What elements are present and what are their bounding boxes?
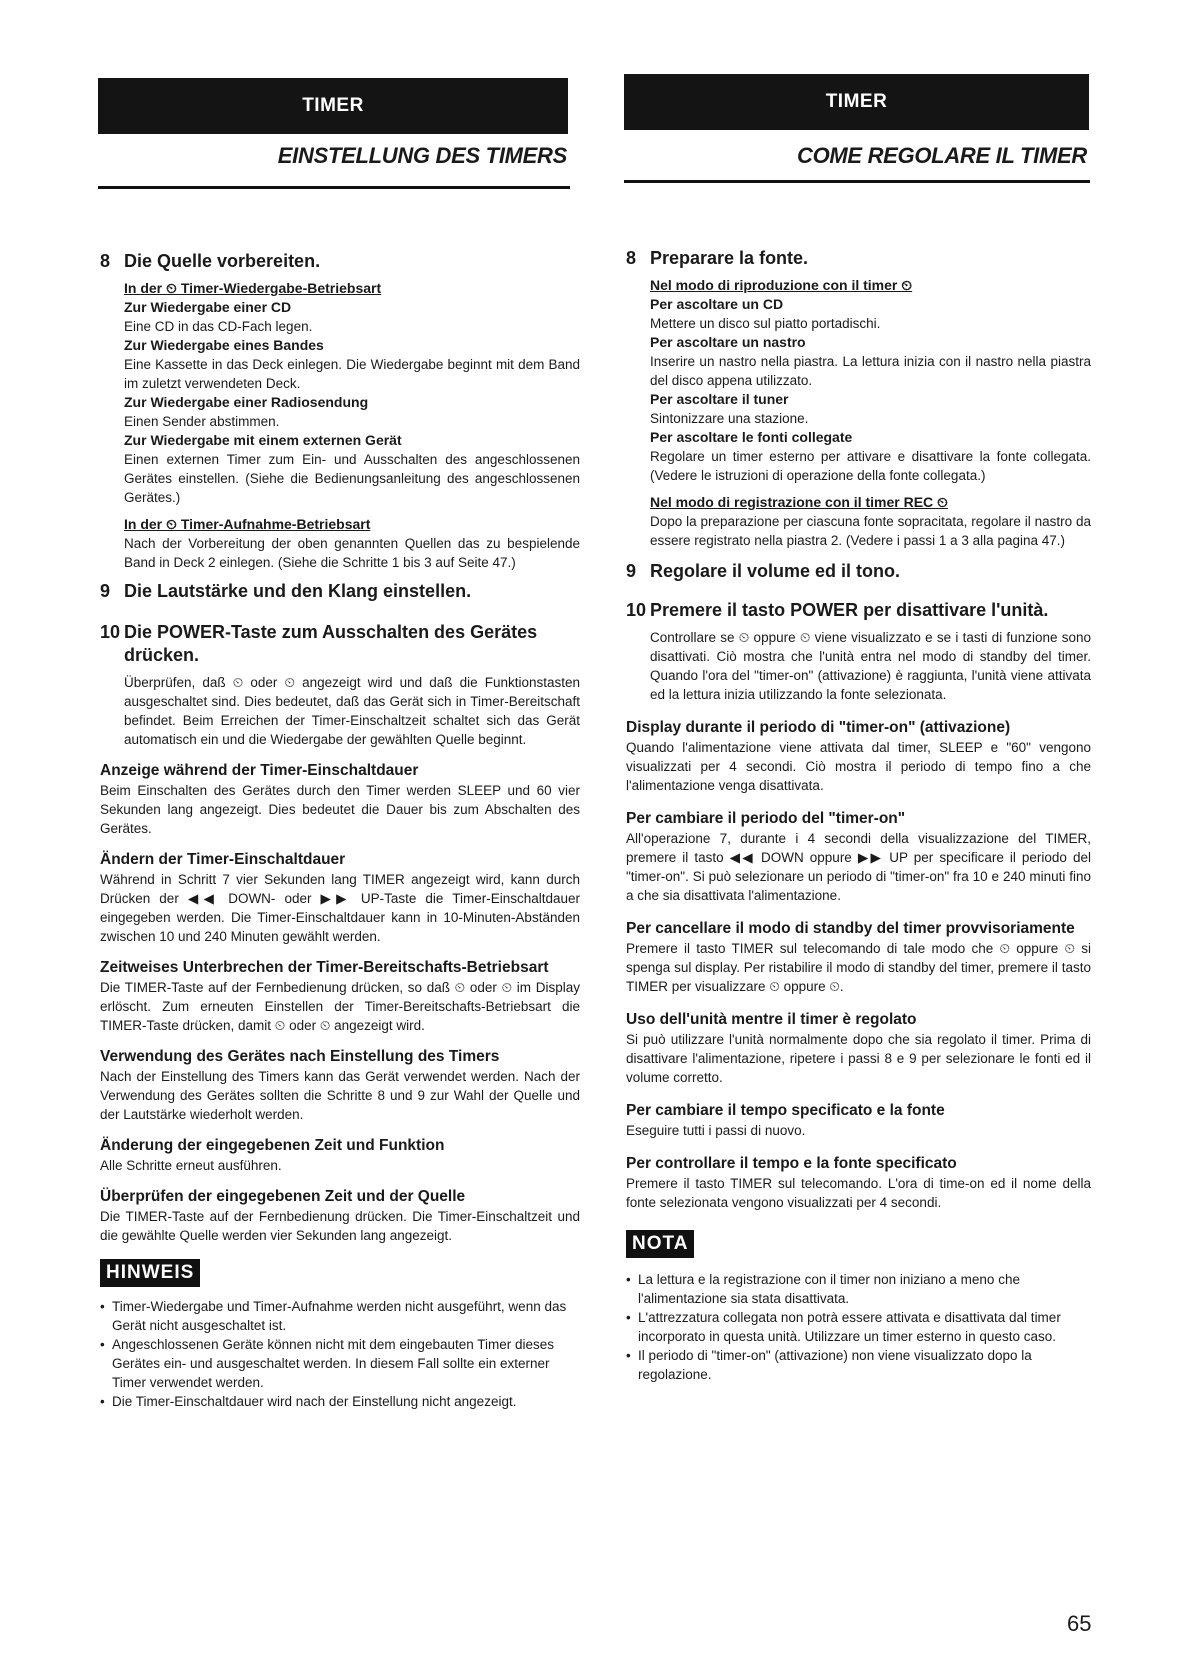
page-title-right: COME REGOLARE IL TIMER <box>796 143 1087 168</box>
notes-list-left <box>100 1297 580 1411</box>
play-mode-heading-left: In der ⏲ Timer-Wiedergabe-Betriebsart <box>124 280 382 296</box>
list-item: • Die Timer-Einschaltdauer wird nach der Einstellung nicht angezeigt. <box>100 1392 580 1411</box>
left-column: 8 Die Quelle vorbereiten. In der ⏲ Timer-Wiedergabe-Betriebsart Zur Wiedergabe einer CD Eine CD in das CD-Fach legen. Zur Wiedergabe eines Bandes Eine Kassette in das Deck einlegen. Die Wiedergabe beginnt mit dem Band im zuletzt verwendeten Deck. Zur Wiedergabe einer Radiosendung Einen Sender abstimmen. Zur Wiedergabe mit einem externen Gerät Einen externen Timer zum Ein- und Ausschalten des angeschlossenen Gerätes einstellen. (Siehe die Bedienungsanleitung des angeschlossenen Gerätes.) In der ⏲ Timer-Aufnahme-Betriebsart Nach der Vorbereitung der oben genannten Quellen das zu bespielende Band in Deck 2 einlegen. (Siehe die Schritte 1 bis 3 auf Seite 47.) 9 Die Lautstärke und den Klang einstellen. 10 Die POWER-Taste zum Ausschalten des Gerätes drücken. Überprüfen, daß ⏲ oder ⏲ angezeigt wird und daß die Funktionstasten ausgeschaltet sind. Dies bedeutet, daß das Gerät sich in Timer-Bereitschaft befindet. Beim Erreichen der Timer-Einschaltzeit schaltet sich das Gerät automatisch ein und die Wiedergabe der gewählten Quelle beginnt. Anzeige während der Timer-Einschaltdauer Beim Einschalten des Gerätes durch den Timer werden SLEEP und 60 vier Sekunden lang angezeigt. Dies bedeutet die Dauer bis zum Abschalten des Gerätes. Ändern der Timer-Einschaltdauer Während in Schritt 7 vier Sekunden lang TIMER angezeigt wird, kann durch Drücken der ◀◀ DOWN- oder ▶▶ UP-Taste die Timer-Einschaltdauer eingegeben werden. Die Timer-Einschaltdauer kann in 10-Minuten-Abständen zwischen 10 und 240 Minuten gewählt werden. Zeitweises Unterbrechen der Timer-Bereitschafts-Betriebsart Die TIMER-Taste auf der Fernbedienung drücken, so daß ⏲ oder ⏲ im Display erlöscht. Zum erneuten Einstellen der Timer-Bereitschafts-Betriebsart die TIMER-Taste drücken, damit ⏲ oder ⏲ angezeigt wird. Verwendung des Gerätes nach Einstellung des Timers Nach der Einstellung des Timers kann das Gerät verwendet werden. Nach der Verwendung des Gerätes sollten die Schritte 8 und 9 zur Wahl der Quelle und der Lautstärke wiederholt werden. Änderung der eingegebenen Zeit und Funktion Alle Schritte erneut ausführen. Überprüfen der eingegebenen Zeit und der Quelle Die TIMER-Taste auf der Fernbedienung drücken. Die Timer-Einschaltzeit und die gewählte Quelle werden vier Sekunden lang angezeigt. HINWEIS • Timer-Wiedergabe und Timer-Aufnahme werden nicht ausgeführt, wenn das Gerät nicht ausgeschaltet ist. • Angeschlossenen Geräte können nicht mit dem eingebauten Timer dieses Gerätes ein- und ausgeschaltet werden. In diesem Fall sollte ein externer Timer verwendet werden. • Die Timer-Einschaltdauer wird nach der Einstellung nicht angezeigt. <box>100 250 580 1411</box>
step-10-left: 10 Die POWER-Taste zum Ausschalten des Gerätes drücken. <box>100 622 538 665</box>
list-item: • L'attrezzatura collegata non potrà essere attivata e disattivata dal timer incorporato in questa unità. Utilizzare un timer esterno in questo caso. <box>626 1308 1091 1346</box>
step-8-right: 8 Preparare la fonte. <box>626 248 809 268</box>
timer-banner-right: TIMER <box>624 74 1089 130</box>
divider-left <box>98 186 570 189</box>
list-item: • Angeschlossenen Geräte können nicht mit dem eingebauten Timer dieses Gerätes ein- und ausgeschaltet werden. In diesem Fall sollte ein externer Timer verwendet werden. <box>100 1335 580 1392</box>
list-item: • Timer-Wiedergabe und Timer-Aufnahme werden nicht ausgeführt, wenn das Gerät nicht ausgeschaltet ist. <box>100 1297 580 1335</box>
step-9-left: 9 Die Lautstärke und den Klang einstellen. <box>100 581 472 601</box>
section-heading: Display durante il periodo di "timer-on" (attivazione) <box>626 719 1011 736</box>
list-item: • La lettura e la registrazione con il timer non iniziano a meno che l'alimentazione sia stata disattivata. <box>626 1270 1091 1308</box>
step-8-left: 8 Die Quelle vorbereiten. <box>100 251 321 271</box>
list-item: • Il periodo di "timer-on" (attivazione) non viene visualizzato dopo la regolazione. <box>626 1346 1091 1384</box>
nota-badge: NOTA <box>626 1230 694 1258</box>
page-title-left: EINSTELLUNG DES TIMERS <box>277 143 567 168</box>
divider-right <box>624 180 1090 183</box>
notes-list-right <box>626 1270 1091 1384</box>
hinweis-badge: HINWEIS <box>100 1259 200 1287</box>
step-9-right: 9 Regolare il volume ed il tono. <box>626 561 901 581</box>
right-column: 8 Preparare la fonte. Nel modo di riproduzione con il timer ⏲ Per ascoltare un CD Mettere un disco sul piatto portadischi. Per ascoltare un nastro Inserire un nastro nella piastra. La lettura inizia con il nastro nella piastra del disco appena utilizzato. Per ascoltare il tuner Sintonizzare una stazione. Per ascoltare le fonti collegate Regolare un timer esterno per attivare e disattivare la fonte collegata. (Vedere le istruzioni di operazione della fonte collegata.) Nel modo di registrazione con il timer REC ⏲ Dopo la preparazione per ciascuna fonte sopracitata, regolare il nastro da essere registrato nella piastra 2. (Vedere i passi 1 a 3 alla pagina 47.) 9 Regolare il volume ed il tono. 10 Premere il tasto POWER per disattivare l'unità. Controllare se ⏲ oppure ⏲ viene visualizzato e se i tasti di funzione sono disattivati. Ciò mostra che l'unità entra nel modo di standby del timer. Quando l'ora del "timer-on" (attivazione) è raggiunta, l'unità viene attivata ed la lettura inizia utilizzando la fonte selezionata. Display durante il periodo di "timer-on" (attivazione) Quando l'alimentazione viene attivata dal timer, SLEEP e "60" vengono visualizzati per 4 secondi. Ciò mostra il periodo di tempo fino a che l'alimentazione venga disattivata. Per cambiare il periodo del "timer-on" All'operazione 7, durante i 4 secondi della visualizzazione del TIMER, premere il tasto ◀◀ DOWN oppure ▶▶ UP per specificare il periodo del "timer-on". Si può selezionare un periodo di "timer-on" fra 10 e 240 minuti fino a che sia disattivata l'alimentazione. Per cancellare il modo di standby del timer provvisoriamente Premere il tasto TIMER sul telecomando di tale modo che ⏲ oppure ⏲ si spenga sul display. Per ristabilire il modo di standby del timer, premere il tasto TIMER per visualizzare ⏲ oppure ⏲. Uso dell'unità mentre il timer è regolato Si può utilizzare l'unità normalmente dopo che sia regolato il timer. Prima di disattivare l'alimentazione, ripetere i passi 8 e 9 per selezionare le fonti ed il volume corretto. Per cambiare il tempo specificato e la fonte Eseguire tutti i passi di nuovo. Per controllare il tempo e la fonte specificato Premere il tasto TIMER sul telecomando. L'ora di time-on ed il nome della fonte selezionata vengono visualizzati per 4 secondi. NOTA • La lettura e la registrazione con il timer non iniziano a meno che l'alimentazione sia stata disattivata. • L'attrezzatura collegata non potrà essere attivata e disattivata dal timer incorporato in questa unità. Utilizzare un timer esterno in questo caso. • Il periodo di "timer-on" (attivazione) non viene visualizzato dopo la regolazione. <box>626 247 1091 1384</box>
page-number: 65 <box>1067 1611 1092 1636</box>
timer-banner-left: TIMER <box>98 78 568 134</box>
section-heading: Anzeige während der Timer-Einschaltdauer <box>100 762 419 779</box>
rec-mode-heading-left: In der ⏲ Timer-Aufnahme-Betriebsart <box>124 516 371 532</box>
rec-mode-heading-right: Nel modo di registrazione con il timer REC ⏲ <box>650 494 948 510</box>
play-mode-heading-right: Nel modo di riproduzione con il timer ⏲ <box>650 277 913 293</box>
step-10-right: 10 Premere il tasto POWER per disattivare l'unità. <box>626 600 1049 620</box>
